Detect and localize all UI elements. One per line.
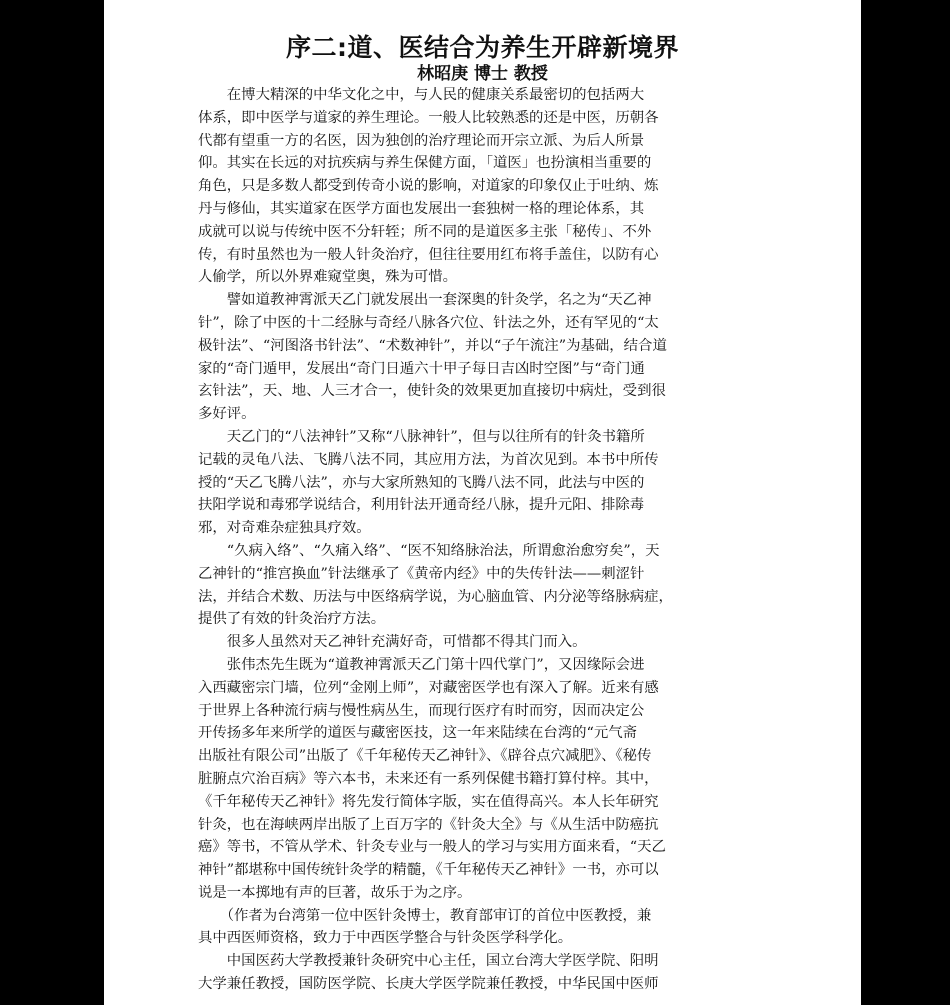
body-text (198, 84, 750, 996)
text-line: 体系，即中医学与道家的养生理论。一般人比较熟悉的还是中医，历朝各 (198, 109, 659, 126)
text-line: 针”，除了中医的十二经脉与奇经八脉各穴位、针法之外，还有罕见的“太 (198, 314, 659, 331)
text-line: 针灸，也在海峡两岸出版了上百万字的《针灸大全》与《从生活中防癌抗 (198, 816, 659, 833)
text-line: 极针法”、“河图洛书针法”、“术数神针”，并以“子午流注”为基础，结合道 (198, 337, 667, 354)
text-line: 在博大精深的中华文化之中，与人民的健康关系最密切的包括两大 (198, 87, 645, 103)
text-line: 乙神针的“推宫换血”针法继承了《黄帝内经》中的失传针法——刺涩针 (198, 565, 645, 582)
text-line: 记载的灵龟八法、飞腾八法不同，其应用方法，为首次见到。本书中所传 (198, 451, 659, 468)
text-line: 授的“天乙飞腾八法”，亦与大家所熟知的飞腾八法不同，此法与中医的 (198, 474, 645, 491)
text-line: 天乙门的“八法神针”又称“八脉神针”，但与以往所有的针灸书籍所 (198, 428, 645, 445)
text-line: 譬如道教神霄派天乙门就发展出一套深奥的针灸学，名之为“天乙神 (198, 292, 652, 309)
text-line: 玄针法”，天、地、人三才合一，使针灸的效果更加直接切中病灶，受到很 (198, 383, 666, 400)
author-line: 林昭庚 博士 教授 (417, 64, 548, 84)
text-line: 癌》等书，不管从学术、针灸专业与一般人的学习与实用方面来看，“天乙 (198, 839, 666, 856)
text-line: 开传扬多年来所学的道医与藏密医技，这一年来陆续在台湾的“元气斋 (198, 725, 638, 742)
text-line: 《千年秘传天乙神针》将先发行简体字版，实在值得高兴。本人长年研究 (198, 793, 659, 810)
text-line: “久病入络”、“久痛入络”、“医不知络脉治法，所谓愈治愈穷矣”，天 (198, 542, 660, 559)
text-line: 法，并结合术数、历法与中医络病学说，为心脑血管、内分泌等络脉病症， (198, 588, 673, 605)
text-line: 家的“奇门遁甲，发展出“奇门日遁六十甲子每日吉凶时空图”与“奇门通 (198, 360, 645, 377)
text-line: 角色，只是多数人都受到传奇小说的影响，对道家的印象仅止于吐纳、炼 (198, 178, 659, 195)
text-line: 邪，对奇难杂症独具疗效。 (198, 520, 371, 537)
text-line: 脏腑点穴治百病》等六本书，未来还有一系列保健书籍打算付梓。其中， (198, 770, 659, 787)
text-line: 大学兼任教授，国防医学院、长庚大学医学院兼任教授，中华民国中医师 (198, 976, 659, 993)
text-line: 传，有时虽然也为一般人针灸治疗，但往往要用红布将手盖住，以防有心 (198, 246, 659, 263)
text-line: 说是一本掷地有声的巨著，故乐于为之序。 (198, 884, 472, 901)
text-line: 具中西医师资格，致力于中西医学整合与针灸医学科学化。 (198, 930, 573, 947)
document-page (104, 0, 861, 1005)
text-line: 成就可以说与传统中医不分轩轾；所不同的是道医多主张「秘传」、不外 (198, 223, 652, 240)
text-line: 入西藏密宗门墙，位列“金刚上师”，对藏密医学也有深入了解。近来有感 (198, 679, 659, 696)
text-line: 提供了有效的针灸治疗方法。 (198, 611, 386, 628)
text-line: 仰。其实在长远的对抗疾病与养生保健方面，「道医」也扮演相当重要的 (198, 155, 652, 172)
text-line: 张伟杰先生既为“道教神霄派天乙门第十四代掌门”，又因缘际会进 (198, 656, 645, 673)
text-line: 很多人虽然对天乙神针充满好奇，可惜都不得其门而入。 (198, 634, 587, 651)
text-line: 神针”都堪称中国传统针灸学的精髓，《千年秘传天乙神针》一书，亦可以 (198, 862, 659, 879)
text-line: 多好评。 (198, 406, 256, 423)
text-line: 出版社有限公司”出版了《千年秘传天乙神针》、《辟谷点穴减肥》、《秘传 (198, 748, 652, 765)
text-line: （作者为台湾第一位中医针灸博士，教育部审订的首位中医教授，兼 (198, 907, 652, 924)
text-line: 丹与修仙，其实道家在医学方面也发展出一套独树一格的理论体系，其 (198, 200, 645, 217)
text-line: 人偷学，所以外界难窥堂奥，殊为可惜。 (198, 269, 458, 286)
text-line: 代都有望重一方的名医，因为独创的治疗理论而开宗立派、为后人所景 (198, 132, 645, 149)
page-title: 序二:道、医结合为养生开辟新境界 (286, 33, 679, 62)
text-line: 扶阳学说和毒邪学说结合，利用针法开通奇经八脉，提升元阳、排除毒 (198, 497, 645, 514)
text-line: 于世界上各种流行病与慢性病丛生，而现行医疗有时而穷，因而决定公 (198, 702, 645, 719)
text-line: 中国医药大学教授兼针灸研究中心主任，国立台湾大学医学院、阳明 (198, 953, 659, 970)
